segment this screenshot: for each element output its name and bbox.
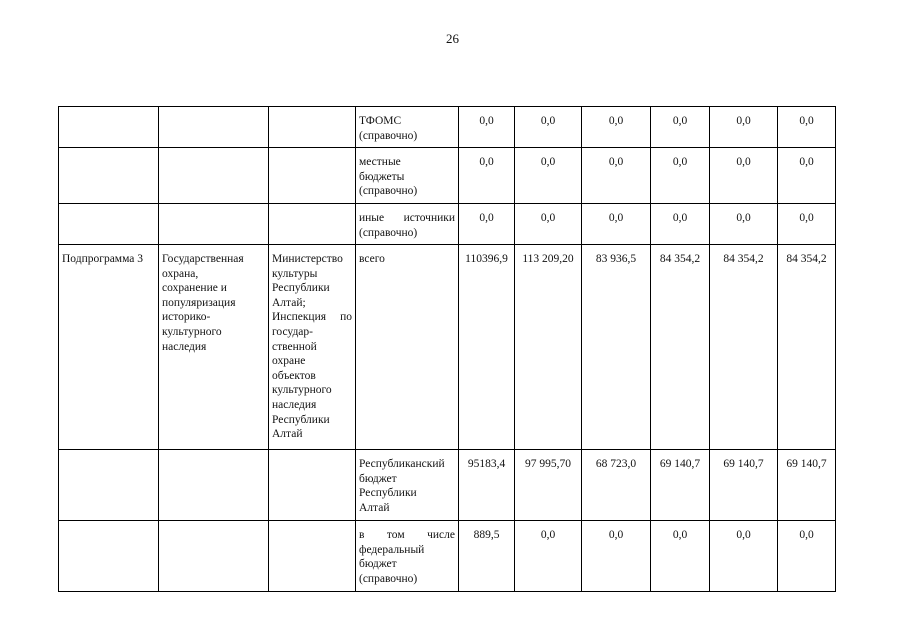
- value-cell: 0,0: [515, 107, 582, 148]
- table-row: [59, 521, 836, 592]
- program-cell: [59, 521, 159, 592]
- value-cell: 95183,4: [459, 450, 515, 521]
- value-cell: 0,0: [710, 204, 778, 245]
- value-cell: 84 354,2: [651, 245, 710, 450]
- name-cell: [159, 450, 269, 521]
- value-cell: 0,0: [582, 521, 651, 592]
- value-cell: 0,0: [710, 107, 778, 148]
- value-cell: 0,0: [582, 204, 651, 245]
- value-cell: 0,0: [651, 204, 710, 245]
- value-cell: 113 209,20: [515, 245, 582, 450]
- executor-cell: [269, 107, 356, 148]
- executor-cell: [269, 204, 356, 245]
- program-cell: Подпрограмма 3: [59, 245, 159, 450]
- value-cell: 0,0: [710, 148, 778, 204]
- value-cell: 0,0: [459, 107, 515, 148]
- program-cell: [59, 148, 159, 204]
- value-cell: 0,0: [778, 148, 836, 204]
- name-cell: [159, 204, 269, 245]
- value-cell: 0,0: [459, 204, 515, 245]
- value-cell: 68 723,0: [582, 450, 651, 521]
- name-cell: [159, 107, 269, 148]
- value-cell: 0,0: [459, 148, 515, 204]
- value-cell: 69 140,7: [651, 450, 710, 521]
- table-row: [59, 450, 836, 521]
- source-cell: всего: [356, 245, 459, 450]
- source-cell: в том числе федеральный бюджет (справочно): [356, 521, 459, 592]
- program-cell: [59, 204, 159, 245]
- source-cell: иные источники (справочно): [356, 204, 459, 245]
- source-cell: Республиканский бюджет Республики Алтай: [356, 450, 459, 521]
- table-row: [59, 245, 836, 450]
- budget-table: [58, 106, 836, 592]
- table-row: [59, 107, 836, 148]
- table-row: [59, 204, 836, 245]
- value-cell: 0,0: [651, 148, 710, 204]
- executor-cell: Министерство культуры Республики Алтай; Инспекция по государ- ственной охране объектов культурного наследия Республики Алтай: [269, 245, 356, 450]
- value-cell: 0,0: [515, 204, 582, 245]
- name-cell: [159, 521, 269, 592]
- executor-cell: [269, 521, 356, 592]
- value-cell: 0,0: [778, 204, 836, 245]
- value-cell: 0,0: [582, 107, 651, 148]
- executor-cell: [269, 148, 356, 204]
- source-cell: ТФОМС (справочно): [356, 107, 459, 148]
- value-cell: 97 995,70: [515, 450, 582, 521]
- program-cell: [59, 107, 159, 148]
- value-cell: 0,0: [515, 148, 582, 204]
- value-cell: 0,0: [651, 521, 710, 592]
- value-cell: 69 140,7: [778, 450, 836, 521]
- value-cell: 84 354,2: [710, 245, 778, 450]
- value-cell: 0,0: [778, 107, 836, 148]
- program-cell: [59, 450, 159, 521]
- value-cell: 0,0: [582, 148, 651, 204]
- value-cell: 83 936,5: [582, 245, 651, 450]
- value-cell: 0,0: [710, 521, 778, 592]
- value-cell: 889,5: [459, 521, 515, 592]
- value-cell: 0,0: [778, 521, 836, 592]
- value-cell: 0,0: [515, 521, 582, 592]
- name-cell: Государственная охрана, сохранение и популяризация историко- культурного наследия: [159, 245, 269, 450]
- value-cell: 69 140,7: [710, 450, 778, 521]
- value-cell: 110396,9: [459, 245, 515, 450]
- page-number: 26: [446, 31, 459, 46]
- name-cell: [159, 148, 269, 204]
- source-cell: местные бюджеты (справочно): [356, 148, 459, 204]
- table-row: [59, 148, 836, 204]
- executor-cell: [269, 450, 356, 521]
- value-cell: 0,0: [651, 107, 710, 148]
- value-cell: 84 354,2: [778, 245, 836, 450]
